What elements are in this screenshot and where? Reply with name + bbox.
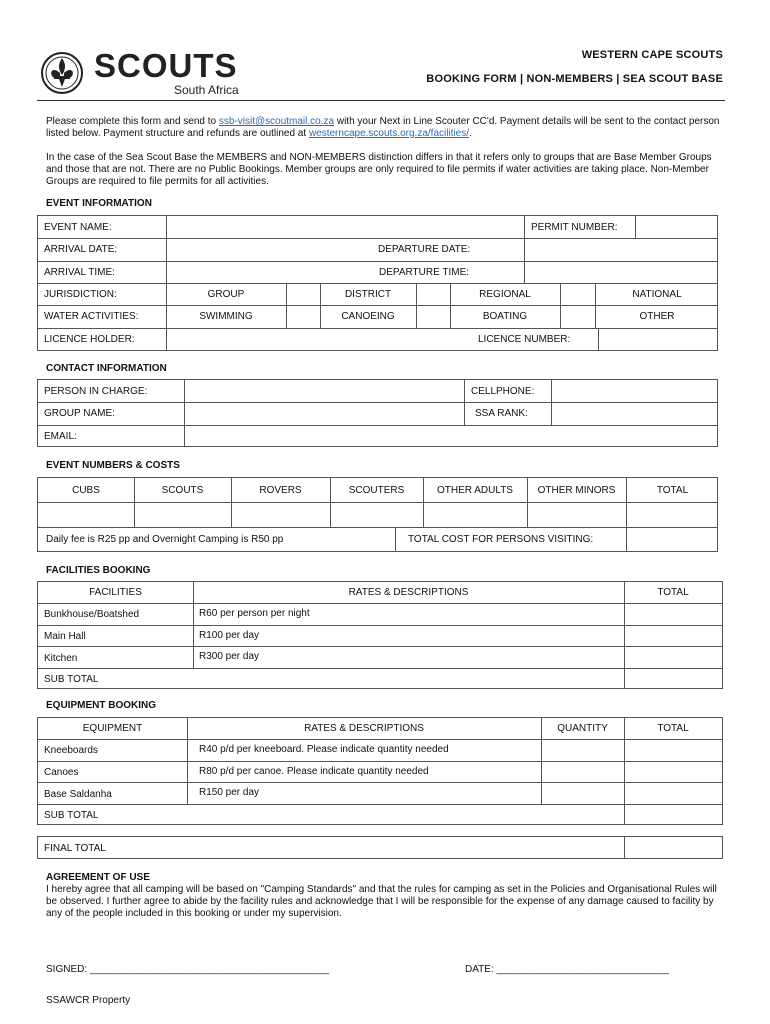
date-line[interactable]: DATE: _______________________________ <box>465 964 669 975</box>
equipment-row-name: Kneeboards <box>44 745 98 756</box>
col-rovers: ROVERS <box>259 485 302 496</box>
facilities-web-link[interactable]: westerncape.scouts.org.za/facilities/ <box>308 128 470 139</box>
col-equipment-total: TOTAL <box>657 723 689 734</box>
event-info-heading: EVENT INFORMATION <box>46 198 152 209</box>
jurisdiction-district-checkbox[interactable] <box>416 283 450 305</box>
col-facility-total: TOTAL <box>657 587 689 598</box>
scouts-logo <box>40 49 255 101</box>
permit-number-label: PERMIT NUMBER: <box>531 222 618 233</box>
col-cubs: CUBS <box>72 485 100 496</box>
jurisdiction-group-checkbox[interactable] <box>286 283 320 305</box>
contact-info-table <box>37 379 718 447</box>
group-name-field[interactable] <box>184 402 464 425</box>
jurisdiction-option-regional: REGIONAL <box>479 289 531 300</box>
agreement-text: I hereby agree that all camping will be based on "Camping Standards" and that the rules for camping as set in the Policies and Organisational Rules will be observed. I further agree to abide by the facility rules and acknowledge that I will be responsible for the expense of any damage caused to facility by any of the people included in this booking or under my supervision. <box>46 884 717 919</box>
facility-row-name: Main Hall <box>44 631 86 642</box>
facilities-table <box>37 581 723 689</box>
cellphone-label: CELLPHONE: <box>471 386 535 397</box>
person-in-charge-label: PERSON IN CHARGE: <box>44 386 148 397</box>
col-scouters: SCOUTERS <box>348 485 405 496</box>
page-title-form: BOOKING FORM | NON-MEMBERS | SEA SCOUT BASE <box>426 73 723 85</box>
equipment-heading: EQUIPMENT BOOKING <box>46 700 157 711</box>
equipment-row-rate: R40 p/d per kneeboard. Please indicate quantity needed <box>199 744 449 755</box>
col-facilities: FACILITIES <box>89 587 142 598</box>
signed-line[interactable]: SIGNED: ___________________________________________ <box>46 964 330 975</box>
agreement-section <box>46 872 726 920</box>
jurisdiction-option-district: DISTRICT <box>344 289 392 300</box>
final-total-field[interactable] <box>624 837 722 858</box>
facility-row-name: Kitchen <box>44 653 78 664</box>
contact-info-heading: CONTACT INFORMATION <box>46 363 167 374</box>
facility-row-rate: R300 per day <box>199 651 260 662</box>
jurisdiction-label: JURISDICTION: <box>44 289 117 300</box>
col-total: TOTAL <box>656 485 689 496</box>
email-label: EMAIL: <box>44 431 77 442</box>
total-cost-label: TOTAL COST FOR PERSONS VISITING: <box>408 534 594 545</box>
permit-number-field[interactable] <box>635 216 717 238</box>
intro-paragraph-2: In the case of the Sea Scout Base the MEMBERS and NON-MEMBERS distinction differs in that it refers only to groups that are Base Member Groups and those that are not. There are no Public Bookings. Member groups are only required to file permits if water activities are taking place. Non-Member Groups are required to file permits for all activities. <box>46 152 712 187</box>
water-option-boating: BOATING <box>482 311 528 322</box>
person-in-charge-field[interactable] <box>184 380 464 402</box>
daily-fee-note: Daily fee is R25 pp and Overnight Camping is R50 pp <box>46 534 284 545</box>
fleur-de-lis-icon <box>40 51 84 95</box>
equipment-subtotal-label: SUB TOTAL <box>44 810 99 821</box>
footer-property: SSAWCR Property <box>46 995 131 1006</box>
jurisdiction-regional-checkbox[interactable] <box>560 283 595 305</box>
water-canoeing-checkbox[interactable] <box>416 305 450 328</box>
facility-row-name: Bunkhouse/Boatshed <box>44 609 140 620</box>
licence-number-field[interactable] <box>598 328 717 350</box>
facility-subtotal-label: SUB TOTAL <box>44 674 99 685</box>
water-activities-label: WATER ACTIVITIES: <box>44 311 139 322</box>
departure-time-field[interactable] <box>524 261 717 283</box>
ssa-rank-field[interactable] <box>551 402 717 425</box>
water-option-swimming: SWIMMING <box>199 311 253 322</box>
event-numbers-table <box>37 477 718 552</box>
equipment-row-rate: R150 per day <box>199 787 260 798</box>
arrival-time-label: ARRIVAL TIME: <box>44 267 115 278</box>
equipment-row-rate: R80 p/d per canoe. Please indicate quantity needed <box>199 766 429 777</box>
licence-number-label: LICENCE NUMBER: <box>478 334 571 345</box>
facility-row-rate: R100 per day <box>199 630 260 641</box>
event-info-table <box>37 215 718 351</box>
facility-row-rate: R60 per person per night <box>199 608 310 619</box>
event-name-field[interactable] <box>166 216 524 238</box>
col-equipment: EQUIPMENT <box>82 723 143 734</box>
total-cost-field[interactable] <box>626 527 717 551</box>
event-numbers-heading: EVENT NUMBERS & COSTS <box>46 460 180 471</box>
arrival-date-label: ARRIVAL DATE: <box>44 244 118 255</box>
col-quantity: QUANTITY <box>557 723 608 734</box>
email-field[interactable] <box>184 425 717 447</box>
group-name-label: GROUP NAME: <box>44 408 115 419</box>
header-divider <box>37 100 725 101</box>
logo-wordmark: SCOUTS <box>94 47 238 84</box>
jurisdiction-option-national: NATIONAL <box>632 289 682 300</box>
cellphone-field[interactable] <box>551 380 717 402</box>
equipment-row-name: Canoes <box>44 767 79 778</box>
water-boating-checkbox[interactable] <box>560 305 595 328</box>
col-other-minors: OTHER MINORS <box>537 485 616 496</box>
arrival-date-field[interactable] <box>166 238 524 261</box>
col-scouts: SCOUTS <box>161 485 204 496</box>
logo-subtitle: South Africa <box>174 83 239 97</box>
agreement-heading: AGREEMENT OF USE <box>46 872 150 883</box>
email-link[interactable]: ssb-visit@scoutmail.co.za <box>218 116 335 127</box>
departure-time-label: DEPARTURE TIME: <box>379 267 470 278</box>
event-name-label: EVENT NAME: <box>44 222 112 233</box>
col-facility-rates: RATES & DESCRIPTIONS <box>348 587 469 598</box>
departure-date-field[interactable] <box>524 238 717 261</box>
ssa-rank-label: SSA RANK: <box>475 408 528 419</box>
facilities-heading: FACILITIES BOOKING <box>46 565 151 576</box>
final-total-label: FINAL TOTAL <box>44 843 106 854</box>
col-other-adults: OTHER ADULTS <box>437 485 513 496</box>
intro-paragraph-1: Please complete this form and send to ssb-visit@scoutmail.co.za with your Next in Line Scouter CC'd. Payment details will be sent to the contact person listed below. Payment structure and refunds are outlined at westerncape.scouts.org.za/facilities/. <box>46 116 720 139</box>
final-total-row <box>37 836 723 859</box>
jurisdiction-option-group: GROUP <box>207 289 245 300</box>
col-equipment-rates: RATES & DESCRIPTIONS <box>304 723 424 734</box>
departure-date-label: DEPARTURE DATE: <box>378 244 471 255</box>
arrival-time-field[interactable] <box>166 261 524 283</box>
water-swimming-checkbox[interactable] <box>286 305 320 328</box>
page-title-org: WESTERN CAPE SCOUTS <box>581 49 723 61</box>
licence-holder-label: LICENCE HOLDER: <box>44 334 135 345</box>
equipment-table <box>37 717 723 825</box>
equipment-row-name: Base Saldanha <box>44 789 112 800</box>
water-option-canoeing: CANOEING <box>341 311 395 322</box>
water-option-other: OTHER <box>639 311 675 322</box>
